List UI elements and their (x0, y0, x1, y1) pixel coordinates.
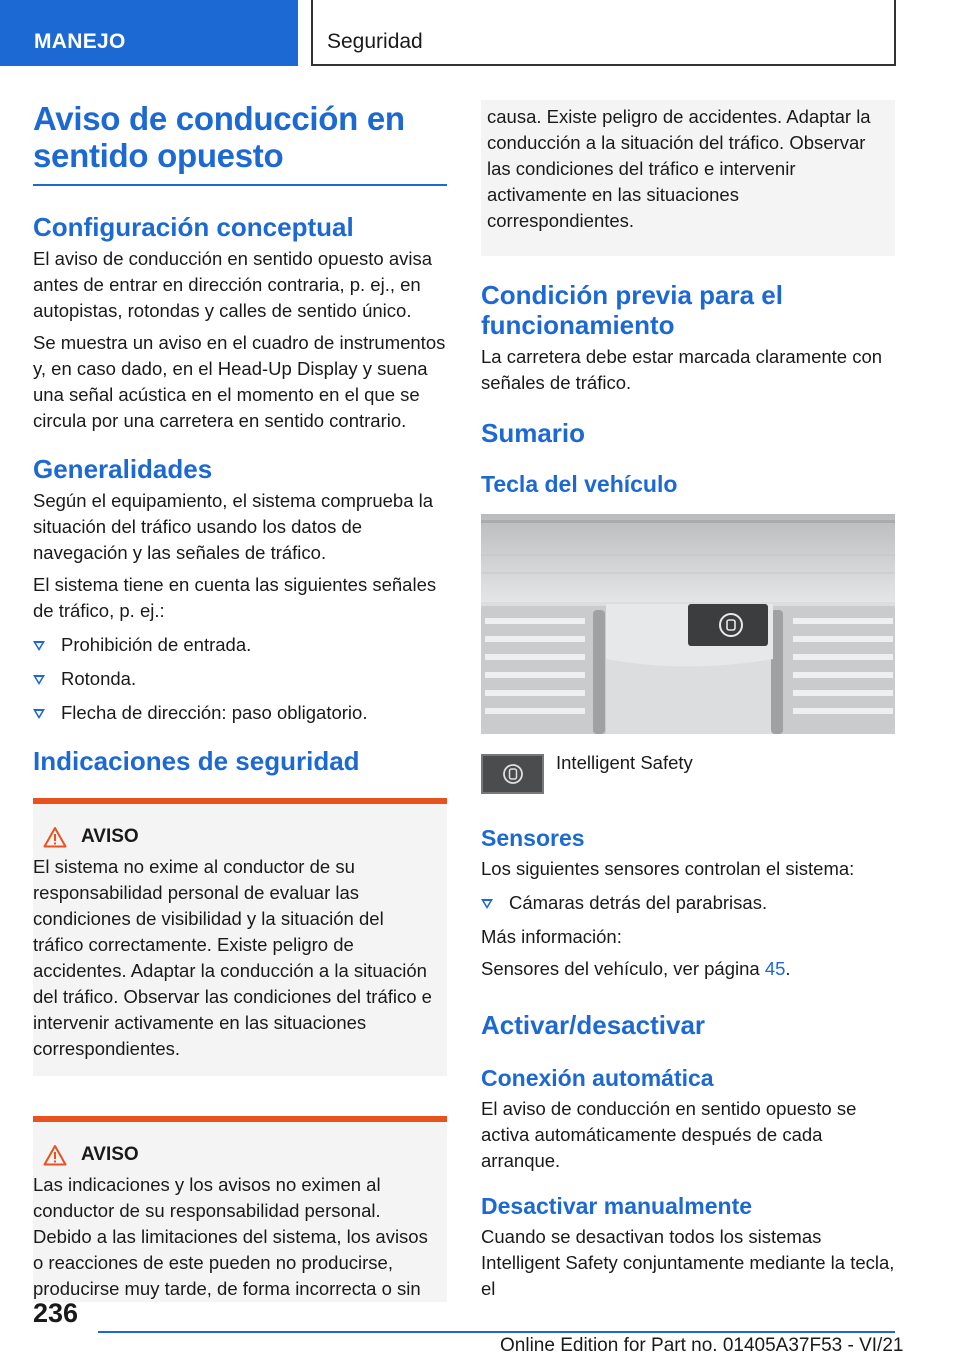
warning-triangle-icon (43, 826, 67, 848)
footer-rule (98, 1331, 895, 1333)
triangle-bullet-icon (33, 709, 45, 719)
vehicle-button-photo (481, 514, 895, 734)
warning-box-continued (481, 100, 895, 256)
precondition-heading: Condición previa para el funcionamiento (481, 280, 783, 340)
triangle-bullet-icon (481, 899, 493, 909)
page-link[interactable]: 45 (764, 958, 786, 979)
left-column (33, 100, 447, 1302)
general-heading: Generalidades (33, 454, 213, 484)
warning-title-row (43, 826, 435, 848)
warning-box (33, 798, 447, 1076)
sensors-list (481, 890, 895, 916)
triangle-bullet-icon (33, 641, 45, 651)
manual-heading: Desactivar manualmente (481, 1193, 753, 1219)
car-safety-icon (502, 763, 524, 785)
summary-heading: Sumario (481, 418, 586, 448)
warning-text: El sistema no exime al conductor de su responsabilidad personal de evaluar las condiciones de visibilidad y la situación del tráfico correctamente. Existe peligro de accidentes. Adaptar la conducción a la situación del tráfico. Observar las condiciones del tráfico e intervenir activamente en las situaciones correspondientes. (33, 856, 432, 1059)
list-item: Prohibición de entrada. (33, 632, 447, 658)
auto-paragraph: El aviso de conducción en sentido opuesto se activa automáticamente después de cada arranque. (481, 1098, 857, 1171)
page-number: 236 (33, 1298, 79, 1328)
key-heading: Tecla del vehículo (481, 471, 678, 497)
sensors-paragraph: Los siguientes sensores controlan el sistema: (481, 858, 855, 879)
more-info-label: Más información: (481, 926, 622, 947)
general-paragraph-2: El sistema tiene en cuenta las siguientes señales de tráfico, p. ej.: (33, 574, 437, 621)
triangle-bullet-icon (33, 675, 45, 685)
warning-box-2 (33, 1116, 447, 1302)
manual-paragraph: Cuando se desactivan todos los sistemas Intelligent Safety conjuntamente mediante la tecla, el (481, 1226, 895, 1299)
warning-text-continued: causa. Existe peligro de accidentes. Adaptar la conducción a la situación del tráfico. Observar las condiciones del tráfico e intervenir activamente en las situaciones correspondientes. (487, 106, 871, 231)
warning-title-row (43, 1144, 435, 1166)
key-label: Intelligent Safety (556, 752, 693, 773)
warning-title: AVISO (81, 826, 139, 847)
section-label: MANEJO (34, 30, 126, 53)
list-item: Rotonda. (33, 666, 447, 692)
sensors-heading: Sensores (481, 825, 585, 851)
sensors-reference: Sensores del vehículo, ver página 45. (481, 958, 791, 979)
general-paragraph-1: Según el equipamiento, el sistema comprueba la situación del tráfico usando los datos de navegación y las señales de tráfico. (33, 490, 434, 563)
concept-paragraph-2: Se muestra un aviso en el cuadro de instrumentos y, en caso dado, en el Head-Up Display y suena una señal acústica en el momento en el que se circula por una carretera en sentido contrario. (33, 332, 446, 431)
list-item: Cámaras detrás del parabrisas. (481, 890, 895, 916)
warning-text: Las indicaciones y los avisos no eximen al conductor de su responsabilidad personal. Debido a las limitaciones del sistema, los avisos o reacciones de este pueden no producirse, producirse muy tarde, de forma incorrecta o sin (33, 1174, 428, 1299)
auto-heading: Conexión automática (481, 1065, 714, 1091)
warning-triangle-icon (43, 1144, 67, 1166)
key-legend-row (481, 754, 895, 794)
precondition-paragraph: La carretera debe estar marcada claramente con señales de tráfico. (481, 346, 883, 393)
edition-text: Online Edition for Part no. 01405A37F53 - VI/21 (500, 1335, 904, 1356)
concept-heading: Configuración conceptual (33, 212, 354, 242)
page-title: Aviso de conducción en sentido opuesto (33, 100, 405, 174)
traffic-sign-list (33, 632, 447, 726)
list-item: Flecha de dirección: paso obligatorio. (33, 700, 447, 726)
concept-paragraph-1: El aviso de conducción en sentido opuesto avisa antes de entrar en dirección contraria, p. ej., en autopistas, rotondas y calles de sentido único. (33, 248, 433, 321)
chapter-tab (311, 0, 896, 66)
warning-title: AVISO (81, 1144, 139, 1165)
section-tab (0, 0, 298, 66)
right-column (481, 100, 895, 1302)
title-rule (33, 184, 447, 186)
activate-heading: Activar/desactivar (481, 1010, 706, 1040)
chapter-label: Seguridad (327, 30, 423, 53)
dashboard-photo-illustration (481, 514, 895, 734)
intelligent-safety-button-icon (481, 754, 544, 794)
safety-heading: Indicaciones de seguridad (33, 746, 360, 776)
